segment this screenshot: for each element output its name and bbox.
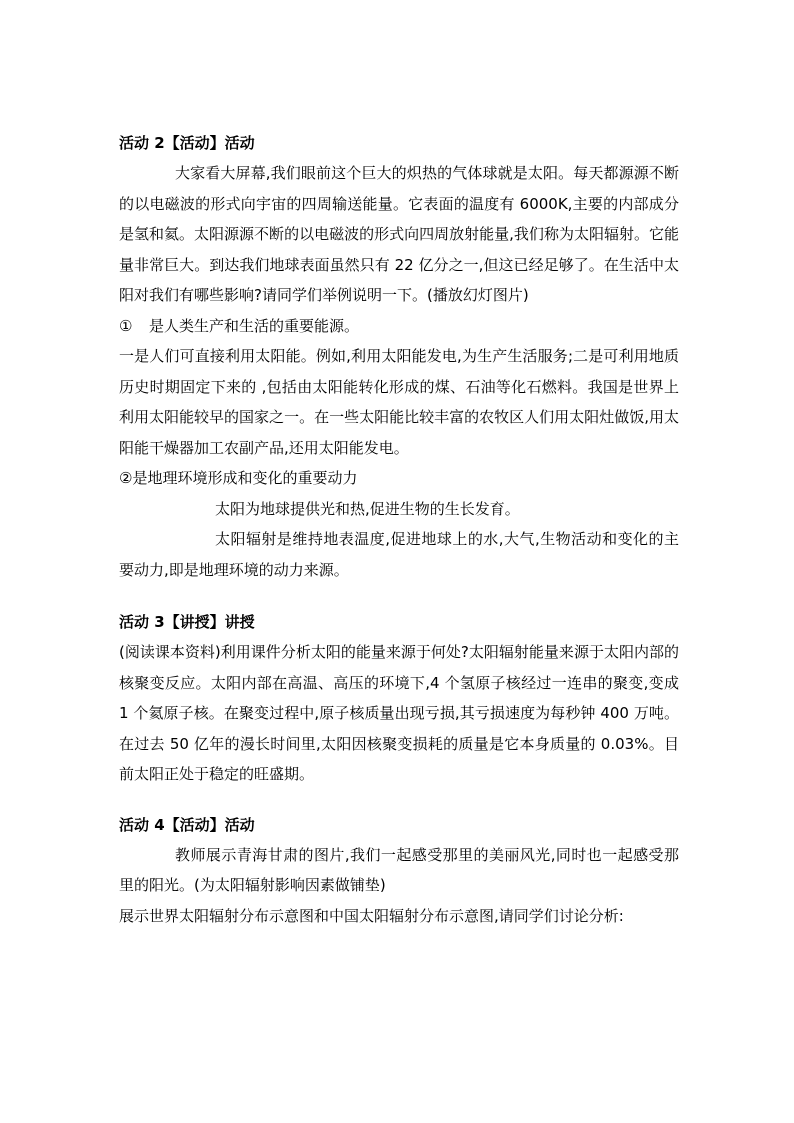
numbered-item-1 [119, 311, 679, 342]
section-2-intro-paragraph: 大家看大屏幕,我们眼前这个巨大的炽热的气体球就是太阳。每天都源源不断的以电磁波的形式向宇宙的四周输送能量。它表面的温度有 6000K,主要的内部成分是氢和氦。太阳源源不断的以电磁波的形式向四周放射能量,我们称为太阳辐射。它能量非常巨大。到达我们地球表面虽然只有 22 亿分之一,但这已经足够了。在生活中太阳对我们有哪些影响?请同学们举例说明一下。(播放幻灯图片) [119, 164, 679, 304]
section-heading-activity-2: 活动 2【活动】活动 [119, 134, 255, 152]
item-2-line-2: 太阳辐射是维持地表温度,促进地球上的水,大气,生物活动和变化的主要动力,即是地理环境的动力来源。 [119, 530, 679, 579]
section-4-paragraph-2: 展示世界太阳辐射分布示意图和中国太阳辐射分布示意图,请同学们讨论分析: [119, 906, 624, 925]
document-page [119, 128, 679, 931]
section-spacer [119, 585, 679, 607]
section-3-paragraph: (阅读课本资料)利用课件分析太阳的能量来源于何处?太阳辐射能量来源于太阳内部的核聚变反应。太阳内部在高温、高压的环境下,4 个氢原子核经过一连串的聚变,变成 1 个氦原子核。在聚变过程中,原子核质量出现亏损,其亏损速度为每秒钟 400 万吨。在过去 50 亿年的漫长时间里,太阳因核聚变损耗的质量是它本身质量的 0.03%。目前太阳正处于稳定的旺盛期。 [119, 643, 679, 783]
section-heading-activity-4: 活动 4【活动】活动 [119, 815, 255, 834]
section-heading-activity-3: 活动 3【讲授】讲授 [119, 613, 255, 631]
numbered-item-2: ②是地理环境形成和变化的重要动力 [119, 469, 358, 487]
section-spacer [119, 790, 679, 810]
item-1-text: 是人类生产和生活的重要能源。 [149, 316, 360, 335]
item-2-line-1: 太阳为地球提供光和热,促进生物的生长发育。 [215, 499, 520, 518]
item-1-marker: ① [119, 316, 133, 335]
item-1-detail-paragraph: 一是人们可直接利用太阳能。例如,利用太阳能发电,为生产生活服务;二是可利用地质历史时期固定下来的 ,包括由太阳能转化形成的煤、石油等化石燃料。我国是世界上利用太阳能较早的国家之一。在一些太阳能比较丰富的农牧区人们用太阳灶做饭,用太阳能干燥器加工农副产品,还用太阳能发电。 [119, 347, 679, 457]
section-4-paragraph-1: 教师展示青海甘肃的图片,我们一起感受那里的美丽风光,同时也一起感受那里的阳光。(为太阳辐射影响因素做铺垫) [119, 845, 679, 894]
